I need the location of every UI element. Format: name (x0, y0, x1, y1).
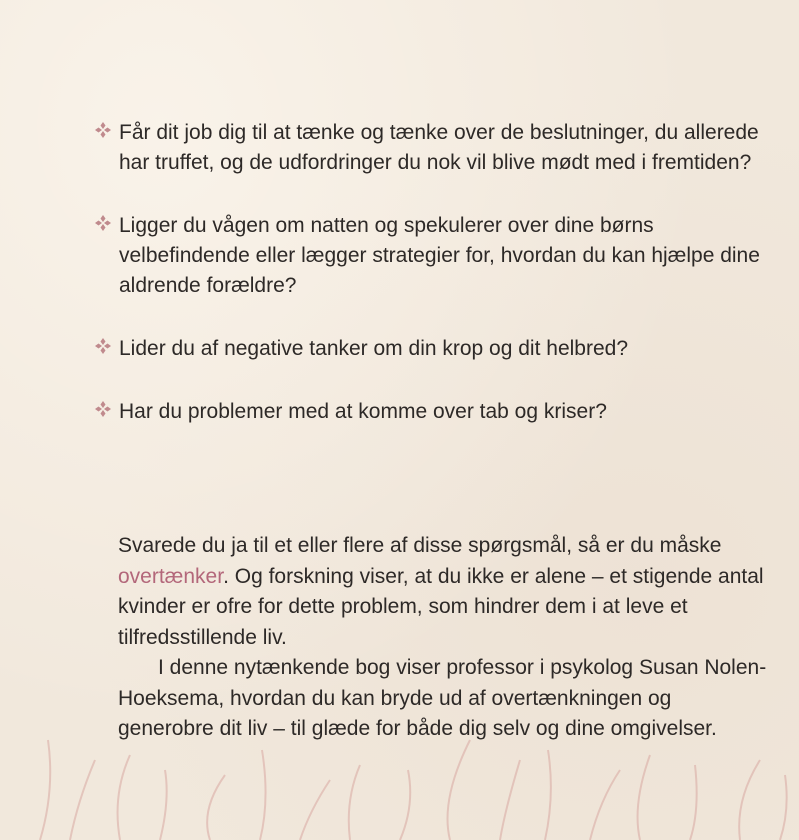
diamond-bullet-icon (94, 121, 112, 139)
diamond-bullet-icon (94, 214, 112, 232)
question-text: Får dit job dig til at tænke og tænke over de beslutninger, du allerede har truffet, og de udfordringer du nok vil blive mødt med i fremtiden? (119, 121, 759, 174)
paragraph-text: Svarede du ja til et eller flere af disse spørgsmål, så er du måske (118, 534, 722, 557)
paragraph-text: . Og forskning viser, at du ikke er alene – et stigende antal kvinder er ofre for dette problem, som hindrer dem i at leve et tilfredsstillende liv. (118, 564, 764, 649)
question-text: Lider du af negative tanker om din krop og dit helbred? (119, 337, 628, 360)
question-item (94, 118, 774, 178)
description-paragraph-2: I denne nytænkende bog viser professor i psykolog Susan Nolen-Hoeksema, hvordan du kan bryde ud af overtænkningen og generobre dit liv – til glæde for både dig selv og dine omgivelser. (118, 656, 767, 740)
question-item (94, 211, 774, 301)
diamond-bullet-icon (94, 400, 112, 418)
question-list (94, 118, 774, 460)
question-text: Har du problemer med at komme over tab og kriser? (119, 400, 607, 423)
description-paragraph-1 (118, 531, 768, 653)
question-item (94, 334, 774, 364)
question-text: Ligger du vågen om natten og spekulerer over dine børns velbefindende eller lægger strategier for, hvordan du kan hjælpe dine aldrende forældre? (119, 214, 760, 297)
question-item (94, 397, 774, 427)
highlighted-term: overtænker (118, 564, 224, 588)
description (118, 531, 768, 745)
diamond-bullet-icon (94, 337, 112, 355)
